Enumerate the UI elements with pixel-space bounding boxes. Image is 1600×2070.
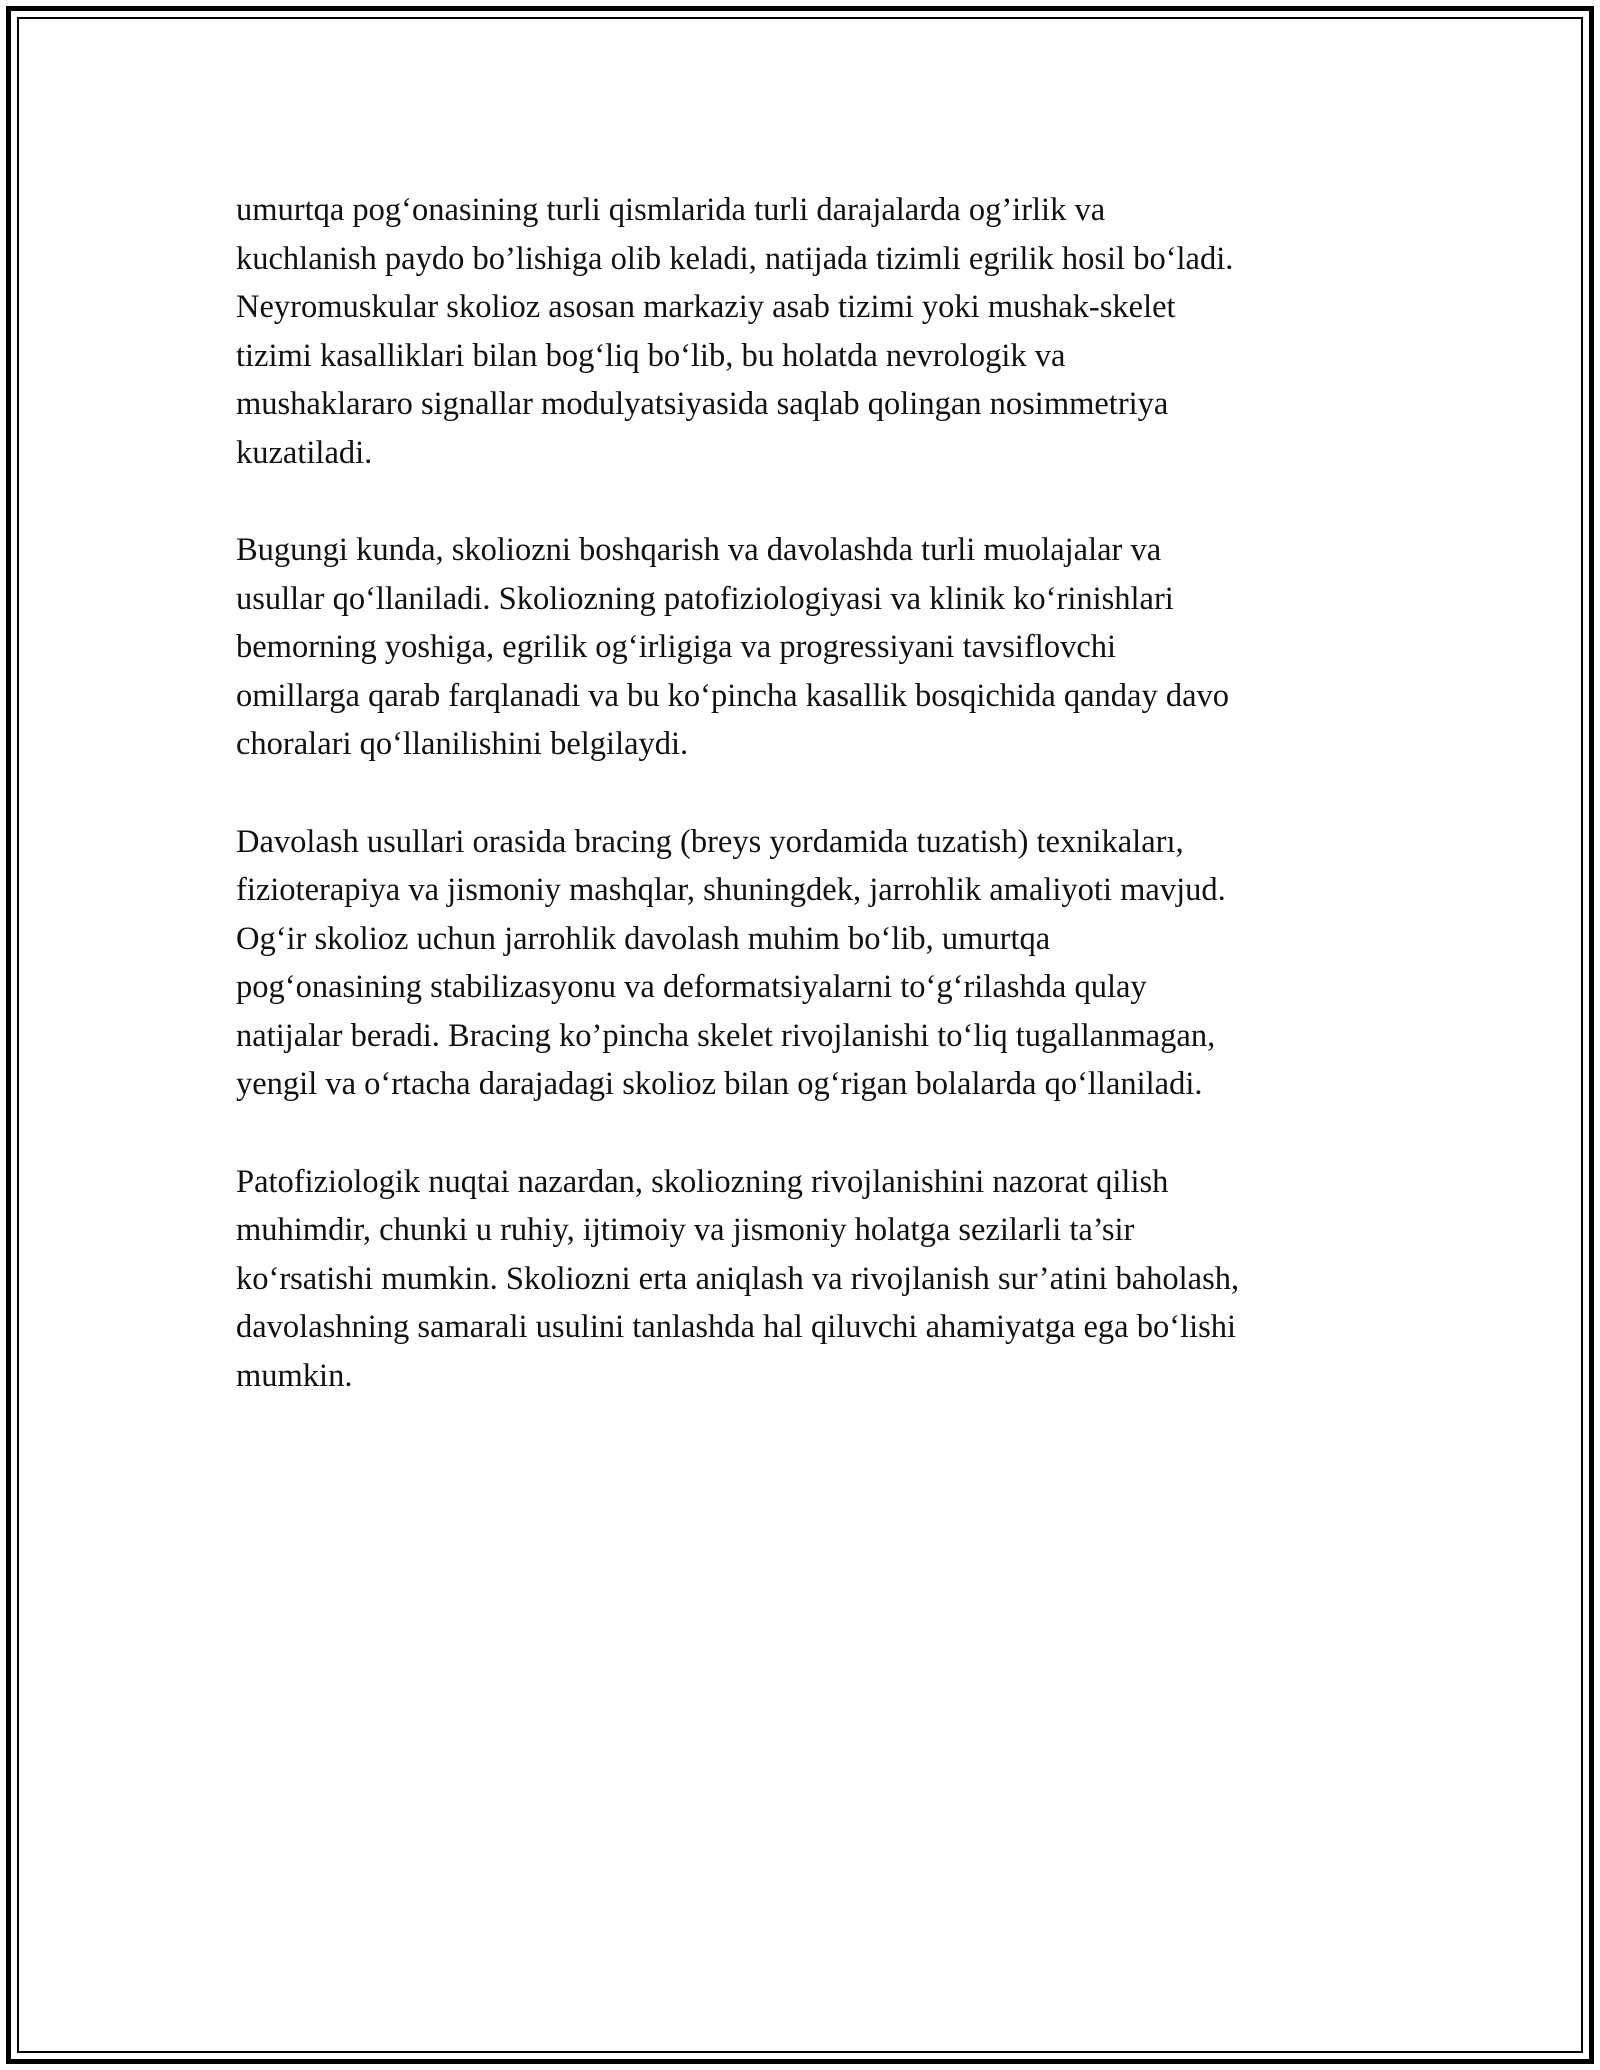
paragraph-1: umurtqa pog‘onasining turli qismlarida turli darajalarda og’irlik va kuchlanish paydo bo’lishiga olib keladi, natijada tizimli egrilik hosil bo‘ladi. Neyromuskular skolioz asosan markaziy asab tizimi yoki mushak-skelet tizimi kasalliklari bilan bog‘liq bo‘lib, bu holatda nevrologik va mushaklararo signallar modulyatsiyasida saqlab qolingan nosimmetriya kuzatiladi. — [236, 192, 1234, 471]
paragraph-4: Patofiziologik nuqtai nazardan, skoliozning rivojlanishini nazorat qilish muhimdir, chunki u ruhiy, ijtimoiy va jismoniy holatga sezilarli ta’sir ko‘rsatishi mumkin. Skoliozni erta aniqlash va rivojlanish sur’atini baholash, davolashning samarali usulini tanlashda hal qiluvchi ahamiyatga ega bo‘lishi mumkin. — [236, 1163, 1240, 1394]
paragraph-2: Bugungi kunda, skoliozni boshqarish va davolashda turli muolajalar va usullar qo‘llaniladi. Skoliozning patofiziologiyasi va klinik ko‘rinishlari bemorning yoshiga, egrilik og‘irligiga va progressiyani tavsiflovchi omillarga qarab farqlanadi va bu ko‘pincha kasallik bosqichida qanday davo choralari qo‘llanilishini belgilaydi. — [236, 532, 1230, 762]
document-body — [236, 186, 1376, 1400]
paragraph-3: Davolash usullari orasida bracing (breys yordamida tuzatish) texnikaları, fizioterapiya va jismoniy mashqlar, shuningdek, jarrohlik amaliyoti mavjud. Og‘ir skolioz uchun jarrohlik davolash muhim bo‘lib, umurtqa pog‘onasining stabilizasyonu va deformatsiyalarni to‘g‘rilashda qulay natijalar beradi. Bracing ko’pincha skelet rivojlanishi to‘liq tugallanmagan, yengil va o‘rtacha darajadagi skolioz bilan og‘rigan bolalarda qo‘llaniladi. — [236, 823, 1226, 1102]
